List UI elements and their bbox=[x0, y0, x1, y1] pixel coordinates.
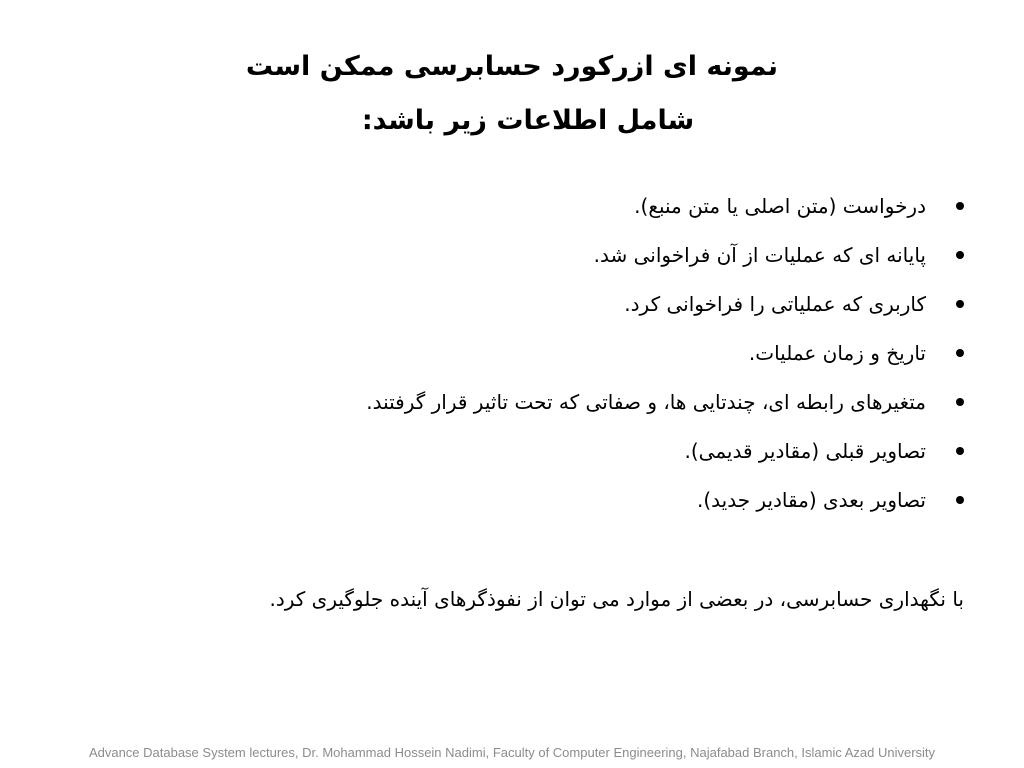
bullet-item bbox=[144, 280, 964, 329]
bullet-icon bbox=[956, 349, 964, 357]
footer-credit: Advance Database System lectures, Dr. Mohammad Hossein Nadimi, Faculty of Computer Engineering, Najafabad Branch, Islamic Azad University bbox=[88, 745, 936, 760]
bullet-icon bbox=[956, 496, 964, 504]
bullet-text: تصاویر قبلی (مقادیر قدیمی). bbox=[684, 439, 926, 463]
bullet-item bbox=[144, 329, 964, 378]
bullet-item bbox=[144, 378, 964, 427]
slide-title bbox=[0, 40, 1024, 148]
bullet-text: کاربری که عملیاتی را فراخوانی کرد. bbox=[624, 292, 926, 316]
bullet-item bbox=[144, 231, 964, 280]
title-line-2: شامل اطلاعات زیر باشد: bbox=[361, 105, 695, 136]
bullet-list bbox=[144, 182, 964, 525]
bullet-icon bbox=[956, 202, 964, 210]
bullet-icon bbox=[956, 251, 964, 259]
bullet-text: تاریخ و زمان عملیات. bbox=[748, 341, 926, 365]
bullet-text: پایانه ای که عملیات از آن فراخوانی شد. bbox=[593, 243, 926, 267]
bullet-item bbox=[144, 476, 964, 525]
bullet-icon bbox=[956, 398, 964, 406]
title-line-1: نمونه ای ازرکورد حسابرسی ممکن است bbox=[245, 51, 779, 82]
bullet-icon bbox=[956, 300, 964, 308]
bullet-text: متغیرهای رابطه ای، چندتایی ها، و صفاتی که تحت تاثیر قرار گرفتند. bbox=[366, 390, 926, 414]
bullet-text: درخواست (متن اصلی یا متن منبع). bbox=[634, 194, 926, 218]
bullet-item bbox=[144, 427, 964, 476]
bullet-icon bbox=[956, 447, 964, 455]
summary-note: با نگهداری حسابرسی، در بعضی از موارد می توان از نفوذگرهای آینده جلوگیری کرد. bbox=[269, 587, 964, 611]
bullet-item bbox=[144, 182, 964, 231]
bullet-text: تصاویر بعدی (مقادیر جدید). bbox=[696, 488, 926, 512]
